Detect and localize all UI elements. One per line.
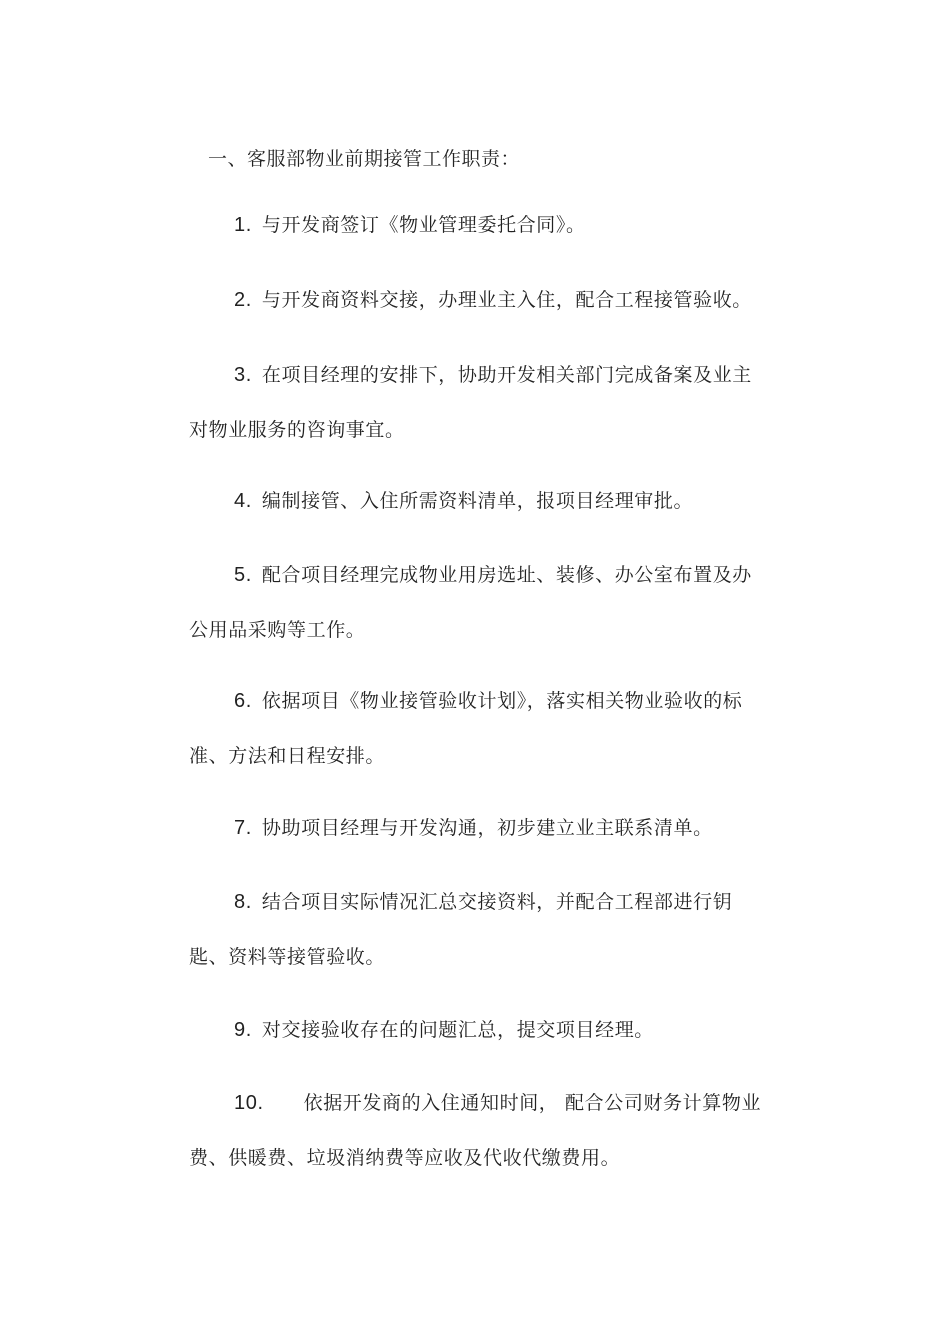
item-number: 3. <box>234 364 252 386</box>
list-item <box>189 474 769 529</box>
item-text: 编制接管、入住所需资料清单，报项目经理审批。 <box>261 490 694 512</box>
list-item <box>189 1003 769 1058</box>
list-item <box>189 801 769 856</box>
item-text: 结合项目实际情况汇总交接资料，并配合工程部进行钥匙、资料等接管验收。 <box>189 891 733 968</box>
item-number: 7. <box>234 817 252 839</box>
item-text: 对交接验收存在的问题汇总，提交项目经理。 <box>261 1019 654 1041</box>
item-number: 1. <box>234 214 252 236</box>
item-text: 与开发商资料交接，办理业主入住，配合工程接管验收。 <box>261 289 752 311</box>
list-item <box>189 273 769 328</box>
section-heading: 一、客服部物业前期接管工作职责： <box>208 148 521 170</box>
item-text: 与开发商签订《物业管理委托合同》。 <box>261 214 586 236</box>
item-number: 10. <box>234 1092 264 1114</box>
list-item <box>189 1076 769 1186</box>
item-text: 协助项目经理与开发沟通，初步建立业主联系清单。 <box>261 817 713 839</box>
list-item <box>189 548 769 658</box>
list-item <box>189 674 769 784</box>
item-text: 在项目经理的安排下，协助开发相关部门完成备案及业主对物业服务的咨询事宜。 <box>189 364 752 441</box>
item-number: 5. <box>234 564 252 586</box>
item-number: 6. <box>234 690 252 712</box>
item-number: 2. <box>234 289 252 311</box>
item-number: 9. <box>234 1019 252 1041</box>
item-number: 4. <box>234 490 252 512</box>
item-text: 依据开发商的入住通知时间， 配合公司财务计算物业费、供暖费、垃圾消纳费等应收及代收代缴费用。 <box>189 1092 762 1169</box>
list-item <box>189 875 769 985</box>
list-item <box>189 198 769 253</box>
list-item <box>189 348 769 458</box>
item-text: 配合项目经理完成物业用房选址、装修、办公室布置及办公用品采购等工作。 <box>189 564 752 641</box>
item-text: 依据项目《物业接管验收计划》，落实相关物业验收的标准、方法和日程安排。 <box>189 690 743 767</box>
item-number: 8. <box>234 891 252 913</box>
